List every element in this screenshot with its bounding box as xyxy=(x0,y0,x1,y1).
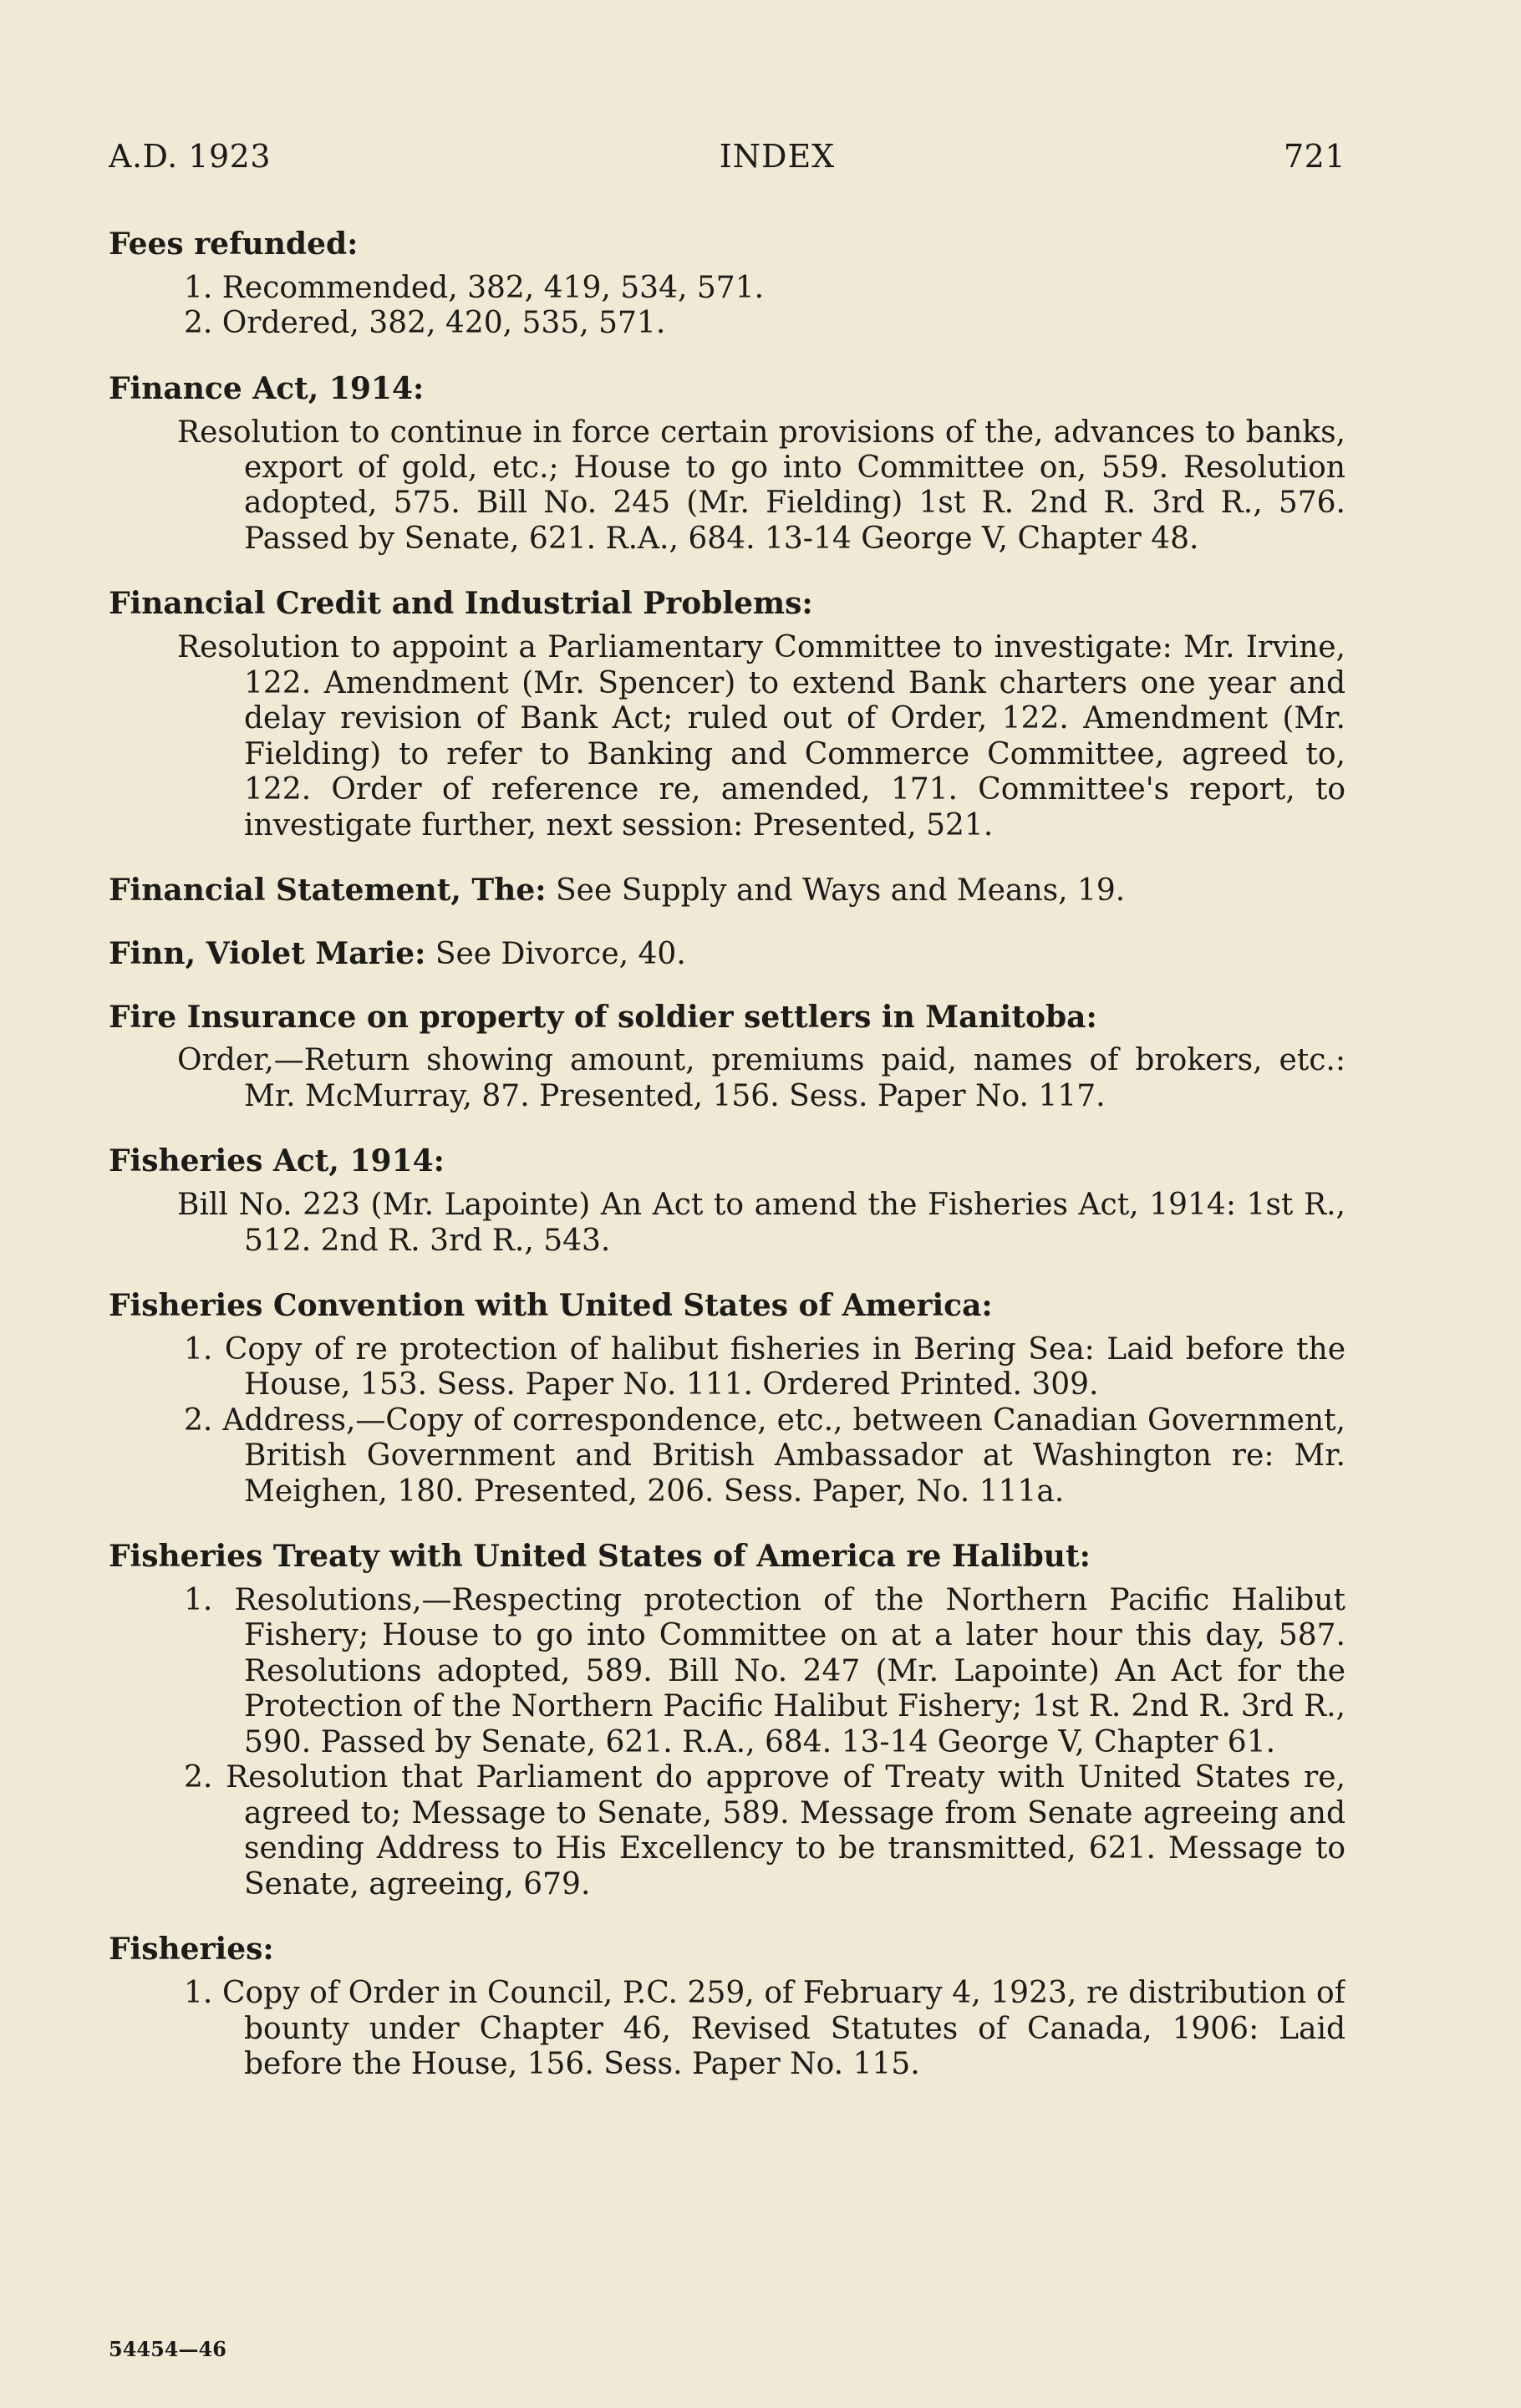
entry-heading: Fees refunded: xyxy=(109,227,359,262)
entry-paragraph: Bill No. 223 (Mr. Lapointe) An Act to amend the Fisheries Act, 1914: 1st R., 512. 2nd R. 3rd R., 543. xyxy=(177,1188,1346,1258)
index-entry-inline xyxy=(109,875,1346,907)
entry-heading: Financial Statement, The: xyxy=(109,873,547,909)
entry-item: 2. Resolution that Parliament do approve of Treaty with United States re, agreed to; Message to Senate, 589. Message from Senate agreeing and sending Address to His Excellency to be transmitted, 621. Message to Senate, agreeing, 679. xyxy=(184,1760,1346,1901)
index-entry xyxy=(109,229,1346,342)
header-page-number: 721 xyxy=(1283,138,1346,175)
entry-heading: Fisheries Treaty with United States of America re Halibut: xyxy=(109,1539,1091,1575)
index-entry xyxy=(109,588,1346,843)
entry-items xyxy=(109,1976,1346,2082)
entry-cross-reference: See Divorce, 40. xyxy=(435,936,686,971)
index-entry xyxy=(109,999,1346,1115)
index-entry xyxy=(109,370,1346,557)
entry-paragraph: Resolution to appoint a Parliamentary Committee to investigate: Mr. Irvine, 122. Amendment (Mr. Spencer) to extend Bank charters one year and delay revision of Bank Act; ruled out of Order, 122. Amendment (Mr. Fielding) to refer to Banking and Commerce Committee, agreed to, 122. Order of reference re, amended, 171. Committee's report, to investigate further, next session: Presented, 521. xyxy=(177,630,1346,843)
entry-item: 2. Ordered, 382, 420, 535, 571. xyxy=(184,306,666,341)
entry-heading: Finn, Violet Marie: xyxy=(109,935,426,971)
entry-paragraph: Order,—Return showing amount, premiums paid, names of brokers, etc.: Mr. McMurray, 87. Presented, 156. Sess. Paper No. 117. xyxy=(177,1043,1346,1113)
header-title: INDEX xyxy=(719,138,836,175)
entry-items xyxy=(109,1332,1346,1509)
entry-heading: Finance Act, 1914: xyxy=(109,370,425,406)
index-entry xyxy=(109,1541,1346,1902)
index-entry xyxy=(109,1143,1346,1259)
entry-paragraph: Resolution to continue in force certain provisions of the, advances to banks, export of gold, etc.; House to go into Committee on, 559. Resolution adopted, 575. Bill No. 245 (Mr. Fielding) 1st R. 2nd R. 3rd R., 576. Passed by Senate, 621. R.A., 684. 13-14 George V, Chapter 48. xyxy=(177,415,1346,556)
entry-heading: Fisheries: xyxy=(109,1932,274,1968)
entry-heading: Financial Credit and Industrial Problems: xyxy=(109,586,813,622)
entry-heading: Fisheries Act, 1914: xyxy=(109,1143,445,1179)
entry-item: 1. Copy of re protection of halibut fisheries in Bering Sea: Laid before the House, 153. Sess. Paper No. 111. Ordered Printed. 309. xyxy=(184,1331,1346,1403)
index-entry xyxy=(109,1288,1346,1509)
entry-heading: Fisheries Convention with United States of America: xyxy=(109,1288,993,1324)
entry-item: 1. Resolutions,—Respecting protection of the Northern Pacific Halibut Fishery; House to go into Committee on at a later hour this day, 587. Resolutions adopted, 589. Bill No. 247 (Mr. Lapointe) An Act for the Protection of the Northern Pacific Halibut Fishery; 1st R. 2nd R. 3rd R., 590. Passed by Senate, 621. R.A., 684. 13-14 George V, Chapter 61. xyxy=(184,1583,1346,1759)
printer-code: 54454—46 xyxy=(109,2337,226,2361)
index-page xyxy=(109,138,1346,2361)
header-year: A.D. 1923 xyxy=(109,138,271,175)
index-entry-inline xyxy=(109,935,1346,971)
entry-item: 2. Address,—Copy of correspondence, etc., between Canadian Government, British Government and British Ambassador at Washington re: Mr. Meighen, 180. Presented, 206. Sess. Paper, No. 111a. xyxy=(184,1403,1346,1509)
index-entry xyxy=(109,1934,1346,2082)
entry-items xyxy=(109,1583,1346,1902)
entry-item: 1. Copy of Order in Council, P.C. 259, of February 4, 1923, re distribution of bounty under Chapter 46, Revised Statutes of Canada, 1906: Laid before the House, 156. Sess. Paper No. 115. xyxy=(184,1976,1346,2081)
entry-item: 1. Recommended, 382, 419, 534, 571. xyxy=(184,270,765,305)
entry-heading: Fire Insurance on property of soldier settlers in Manitoba: xyxy=(109,999,1097,1035)
running-head xyxy=(109,138,1346,175)
entry-cross-reference: See Supply and Ways and Means, 19. xyxy=(556,873,1126,909)
entry-items xyxy=(109,271,1346,342)
